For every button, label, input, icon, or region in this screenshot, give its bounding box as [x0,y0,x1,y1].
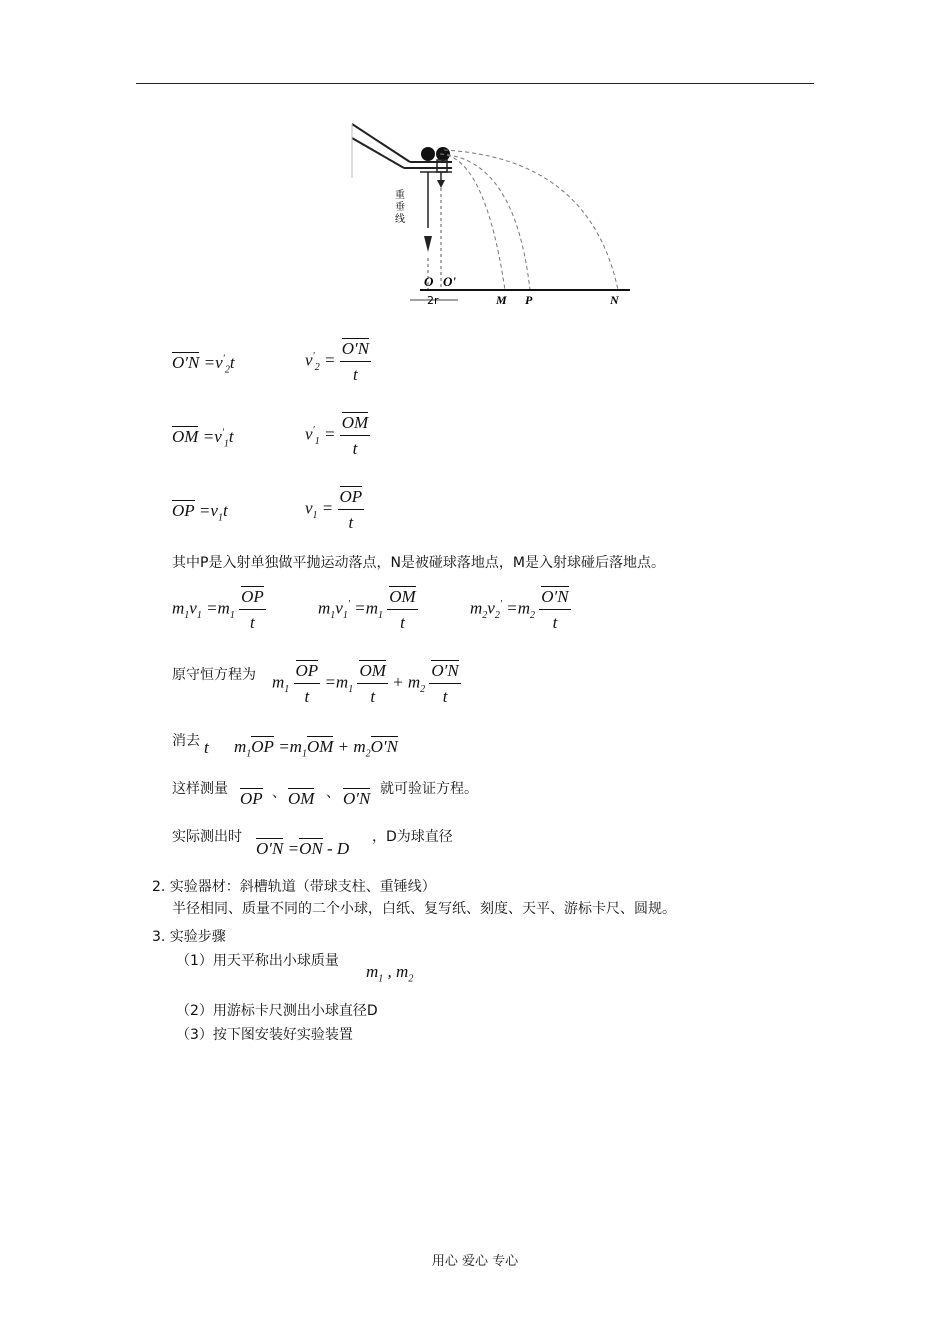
measure-item-3: O′N [343,789,371,808]
step3-text: （3）按下图安装好实验装置 [176,1027,353,1043]
plumb-label-2: 垂 [395,202,405,213]
step1-text: （1）用天平称出小球质量 [176,953,339,969]
section2-title: 2. 实验器材：斜槽轨道（带球支柱、重锤线） [152,879,436,895]
plumb-label-1: 重 [395,190,405,201]
eq2-left: OM $=v'_1t$ [172,427,234,450]
section3-title: 3. 实验步骤 [152,929,226,945]
eq2-right: $v'_1$ = $\frac{OM}{t}$ [305,413,369,458]
label-O-prime: O' [443,274,456,289]
section2-body: 半径相同、质量不同的二个小球，白纸、复写纸、刻度、天平、游标卡尺、圆规。 [172,901,676,917]
collision-apparatus-figure [340,118,640,313]
conservation-prefix: 原守恒方程为 [172,667,256,683]
momentum-eq-1: $m_1v_1 =m_1$ $\frac{OP}{t}$ [172,587,264,632]
momentum-eq-3: $m_2v_2' =m_2$ $\frac{O'N}{t}$ [470,587,569,632]
label-P: P [525,293,533,307]
measure-item-1: OP [240,789,263,808]
header-rule [136,83,814,84]
conservation-equation: $m_1$ $\frac{OP}{t}$ $=m_1$ $\frac{OM}{t}$ + $m_2$ $\frac{O'N}{t}$ [272,661,459,706]
eq3-right: $v_1$ = $\frac{OP}{t}$ [305,487,363,532]
actual-equation: O′N =ON - D [256,839,350,858]
measure-sep-2: 、 [326,785,340,801]
label-M: M [496,293,507,307]
label-O: O [424,274,434,289]
eliminate-prefix: 消去 [172,733,200,749]
eq1-right: $v'_2$ = $\frac{O'N}{t}$ [305,339,370,384]
width-label: 2r [427,294,439,307]
actual-prefix: 实际测出时 [172,829,242,845]
measure-item-2: OM [288,789,315,808]
description-text: 其中P是入射单独做平抛运动落点，N是被碰球落地点，M是入射球碰后落地点。 [172,555,665,571]
step1-masses: $m_1$ , $m_2$ [366,962,414,985]
measure-suffix: 就可验证方程。 [380,781,478,797]
measure-sep-1: 、 [272,785,286,801]
eq1-left: $O'N =v'_2t$ [172,353,235,376]
momentum-eq-2: $m_1v_1' =m_1$ $\frac{OM}{t}$ [318,587,416,632]
label-N: N [610,293,619,307]
measure-prefix: 这样测量 [172,781,228,797]
actual-suffix: ，D为球直径 [372,829,453,845]
step2-text: （2）用游标卡尺测出小球直径D [176,1003,378,1019]
eq3-left: OP $=v_1t$ [172,501,228,524]
eliminated-equation: $m_1OP =m_1OM + m_2O'N$ [234,737,398,760]
page-footer: 用心 爱心 专心 [431,1254,519,1269]
eliminate-t: t [204,738,209,757]
plumb-label-3: 线 [395,214,405,225]
